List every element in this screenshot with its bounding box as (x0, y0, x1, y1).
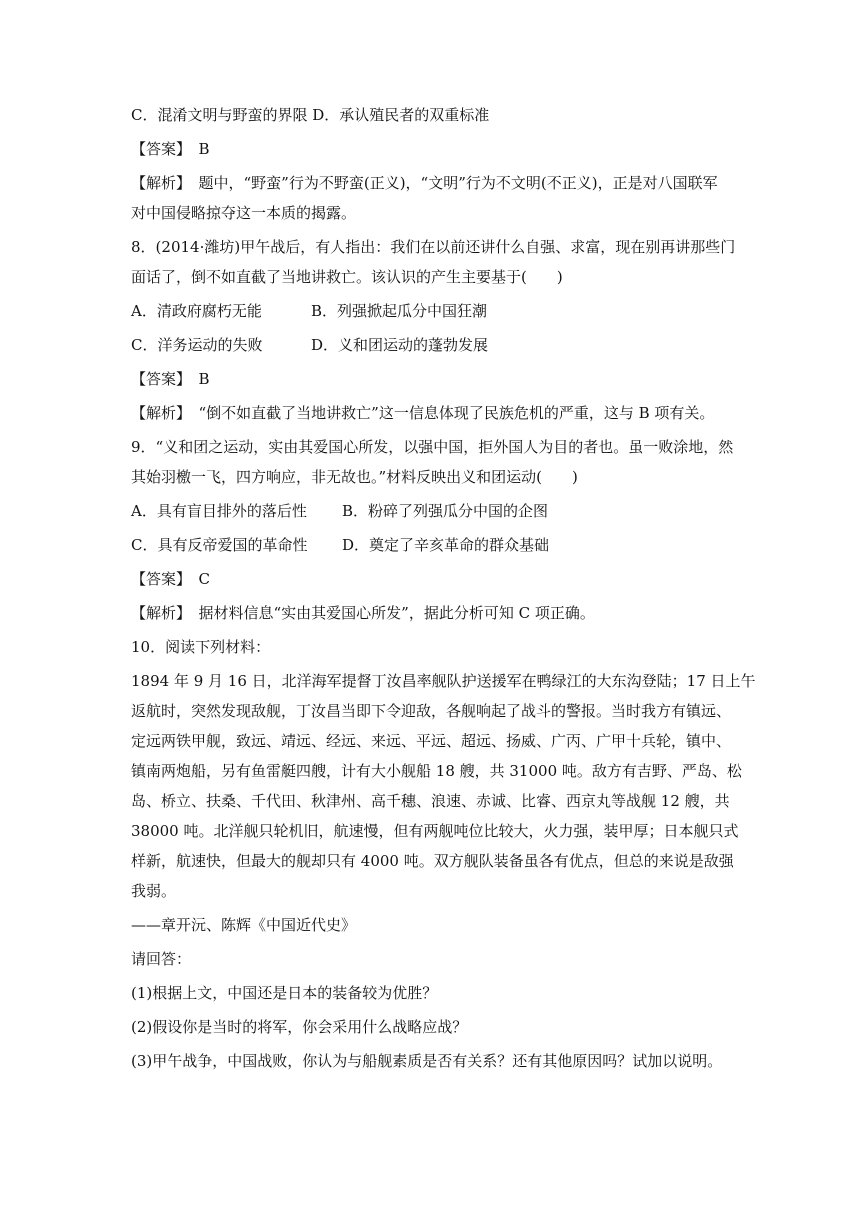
q10-subquestion-1: (1)根据上文，中国还是日本的装备较为优胜？ (131, 984, 438, 1002)
q7-analysis-line2: 对中国侵略掠夺这一本质的揭露。 (131, 204, 357, 222)
q8-option-b: B．列强掀起瓜分中国狂潮 (311, 302, 488, 320)
q10-source: ——章开沅、陈辉《中国近代史》 (131, 916, 357, 934)
q8-option-a: A．清政府腐朽无能 (131, 302, 262, 320)
q8-stem-line1: 8．(2014·潍坊)甲午战后，有人指出：我们在以前还讲什么自强、求富，现在别再讲那些门 (131, 238, 736, 256)
q9-options-cd (131, 535, 731, 555)
q10-material-line7: 样新，航速快，但最大的舰却只有 4000 吨。双方舰队装备虽各有优点，但总的来说是敌强 (131, 852, 734, 870)
q7-option-cd: C．混淆文明与野蛮的界限 D．承认殖民者的双重标准 (131, 106, 490, 124)
q7-analysis-line1: 【解析】 题中，“野蛮”行为不野蛮(正义)，“文明”行为不文明(不正义)，正是对八国联军 (131, 174, 718, 192)
q8-analysis: 【解析】 “倒不如直截了当地讲救亡”这一信息体现了民族危机的严重，这与 B 项有关。 (131, 404, 715, 422)
q9-option-a: A．具有盲目排外的落后性 (131, 502, 307, 520)
q9-options-ab (131, 501, 731, 521)
q9-stem-line2: 其始羽檄一飞，四方响应，非无故也。”材料反映出义和团运动( ) (131, 468, 578, 486)
q10-material-line5: 岛、桥立、扶桑、千代田、秋津州、高千穗、浪速、赤诚、比睿、西京丸等战舰 12 艘，共 (131, 792, 730, 810)
q10-stem: 10．阅读下列材料： (131, 638, 271, 656)
document-page (131, 105, 756, 1085)
q8-option-c: C．洋务运动的失败 (131, 336, 263, 354)
q9-analysis: 【解析】 据材料信息“实由其爱国心所发”，据此分析可知 C 项正确。 (131, 604, 595, 622)
q8-option-d: D．义和团运动的蓬勃发展 (311, 336, 489, 354)
q10-prompt: 请回答： (131, 950, 192, 968)
q10-material-line2: 返航时，突然发现敌舰，丁汝昌当即下令迎敌，各舰响起了战斗的警报。当时我方有镇远、 (131, 702, 732, 720)
q10-material-line4: 镇南两炮船，另有鱼雷艇四艘，计有大小舰船 18 艘，共 31000 吨。敌方有吉野、严岛、松 (131, 762, 742, 780)
q8-options-ab (131, 301, 731, 321)
q8-stem-line2: 面话了，倒不如直截了当地讲救亡。该认识的产生主要基于( ) (131, 268, 563, 286)
q10-material-line8: 我弱。 (131, 882, 177, 900)
q7-answer: 【答案】 B (131, 140, 210, 158)
q8-options-cd (131, 335, 731, 355)
q9-option-c: C．具有反帝爱国的革命性 (131, 536, 308, 554)
q9-option-d: D．奠定了辛亥革命的群众基础 (342, 536, 550, 554)
q10-material-line3: 定远两铁甲舰，致远、靖远、经远、来远、平远、超远、扬威、广丙、广甲十兵轮，镇中、 (131, 732, 732, 750)
q10-subquestion-2: (2)假设你是当时的将军，你会采用什么战略应战？ (131, 1018, 468, 1036)
q8-answer: 【答案】 B (131, 370, 210, 388)
q10-material-line6: 38000 吨。北洋舰只轮机旧，航速慢，但有两舰吨位比较大，火力强，装甲厚；日本舰只式 (131, 822, 739, 840)
q10-material-line1: 1894 年 9 月 16 日，北洋海军提督丁汝昌率舰队护送援军在鸭绿江的大东沟登陆；17 日上午 (131, 672, 756, 690)
q9-answer: 【答案】 C (131, 570, 210, 588)
q9-stem-line1: 9．“义和团之运动，实由其爱国心所发，以强中国，拒外国人为目的者也。虽一败涂地，然 (131, 438, 734, 456)
q10-subquestion-3: (3)甲午战争，中国战败，你认为与船舰素质是否有关系？还有其他原因吗？试加以说明。 (131, 1052, 723, 1070)
q9-option-b: B．粉碎了列强瓜分中国的企图 (342, 502, 549, 520)
